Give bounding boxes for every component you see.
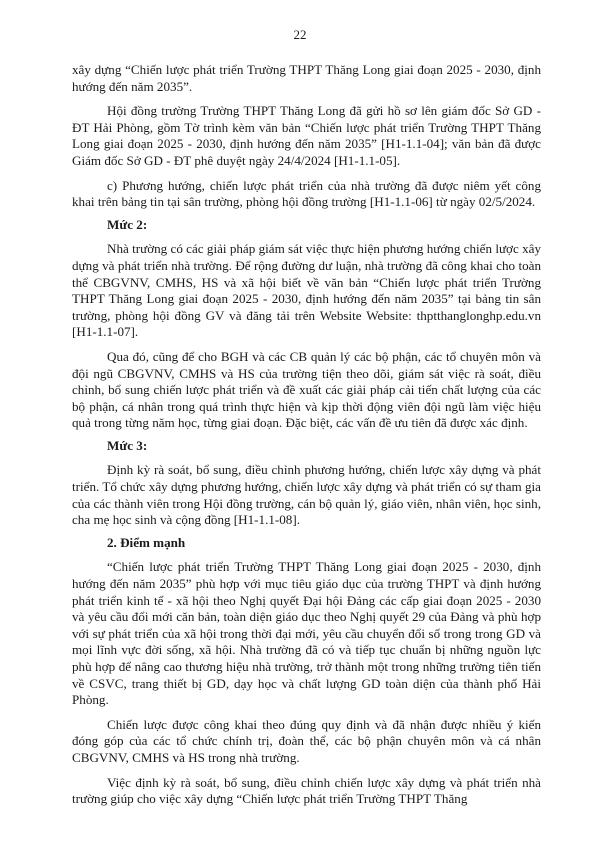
paragraph-public-posting: c) Phương hướng, chiến lược phát triển của nhà trường đã được niêm yết công khai trên bảng tin tại sân trường, phòng hội đồng trường [H1-1.1-06] từ ngày 02/5/2024. [72, 177, 541, 210]
heading-muc-3: Mức 3: [107, 437, 148, 453]
paragraph-submission: Hội đồng trường Trường THPT Thăng Long đã gửi hồ sơ lên giám đốc Sở GD - ĐT Hải Phòng, gồm Tờ trình kèm văn bản “Chiến lược phát triển Trường THPT Thăng Long giai đoạn 2025 - 2030, định hướng đến năm 2035” [H1-1.1-04]; văn bản đã được Giám đốc Sở GD - ĐT phê duyệt ngày 24/4/2024 [H1-1.1-05]. [72, 103, 541, 168]
paragraph-muc-2-measures: Nhà trường có các giải pháp giám sát việc thực hiện phương hướng chiến lược xây dựng và phát triển nhà trường. Để rộng đường dư luận, nhà trường đã công khai cho toàn thể CBGVNV, CMHS, HS và xã hội biết về văn bản “Chiến lược phát triển Trường THPT Thăng Long giai đoạn 2025 - 2030, định hướng đến năm 2035” tại bảng tin sân trường, phòng hội đồng GV và đăng tải trên Website Website: thptthanglonghp.edu.vn [H1-1.1-07]. [72, 241, 541, 340]
heading-muc-2: Mức 2: [107, 216, 148, 232]
paragraph-strength-strategy: “Chiến lược phát triển Trường THPT Thăng Long giai đoạn 2025 - 2030, định hướng đến năm 2035” phù hợp với mục tiêu giáo dục của trường THPT và định hướng phát triển kinh tế - xã hội theo Nghị quyết Đại hội Đảng các cấp giai đoạn 2025 - 2030 và yêu cầu đổi mới căn bản, toàn diện giáo dục theo Nghị quyết 29 của Đảng và phù hợp với sự phát triển của xã hội trong thời đại mới, yêu cầu chuyển đổi số trong trong GD và mọi lĩnh vực đời sống, xã hội. Nhà trường đã có và tiếp tục chuẩn bị những nguồn lực phù hợp để nâng cao thương hiệu nhà trường, trở thành một trong những trường tiên tiến về CSVC, trang thiết bị GD, dạy học và chất lượng GD toàn diện của thành phố Hải Phòng. [72, 559, 541, 708]
heading-strengths: 2. Điểm mạnh [107, 534, 186, 550]
paragraph-strength-review: Việc định kỳ rà soát, bổ sung, điều chỉnh chiến lược xây dựng và phát triển nhà trường giúp cho việc xây dựng “Chiến lược phát triển Trường THPT Thăng [72, 774, 541, 807]
paragraph-muc-2-monitoring: Qua đó, cũng để cho BGH và các CB quản lý các bộ phận, các tổ chuyên môn và đội ngũ CBGVNV, CMHS và HS của trường tiện theo dõi, giám sát việc rà soát, điều chỉnh, bổ sung chiến lược phát triển và đề xuất các giải pháp cải tiến chất lượng của các bộ phận, cá nhân trong quá trình thực hiện và kịp thời động viên đội ngũ làm việc hiệu quả trong từng năm học, từng giai đoạn. Đặc biệt, các vấn đề ưu tiên đã được xác định. [72, 348, 541, 431]
paragraph-strength-publicity: Chiến lược được công khai theo đúng quy định và đã nhận được nhiều ý kiến đóng góp của các tổ chức chính trị, đoàn thể, các bộ phận chuyên môn và cá nhân CBGVNV, CMHS và HS trong nhà trường. [72, 716, 541, 765]
page-number: 22 [293, 27, 307, 42]
paragraph-muc-3: Định kỳ rà soát, bổ sung, điều chỉnh phương hướng, chiến lược xây dựng và phát triển. Tổ chức xây dựng phương hướng, chiến lược xây dựng và phát triển có sự tham gia của các thành viên trong Hội đồng trường, cán bộ quản lý, giáo viên, nhân viên, học sinh, cha mẹ học sinh và cộng đồng [H1-1.1-08]. [72, 462, 541, 528]
paragraph-continuation: xây dựng “Chiến lược phát triển Trường THPT Thăng Long giai đoạn 2025 - 2030, định hướng đến năm 2035”. [72, 62, 541, 94]
document-body [72, 62, 541, 816]
